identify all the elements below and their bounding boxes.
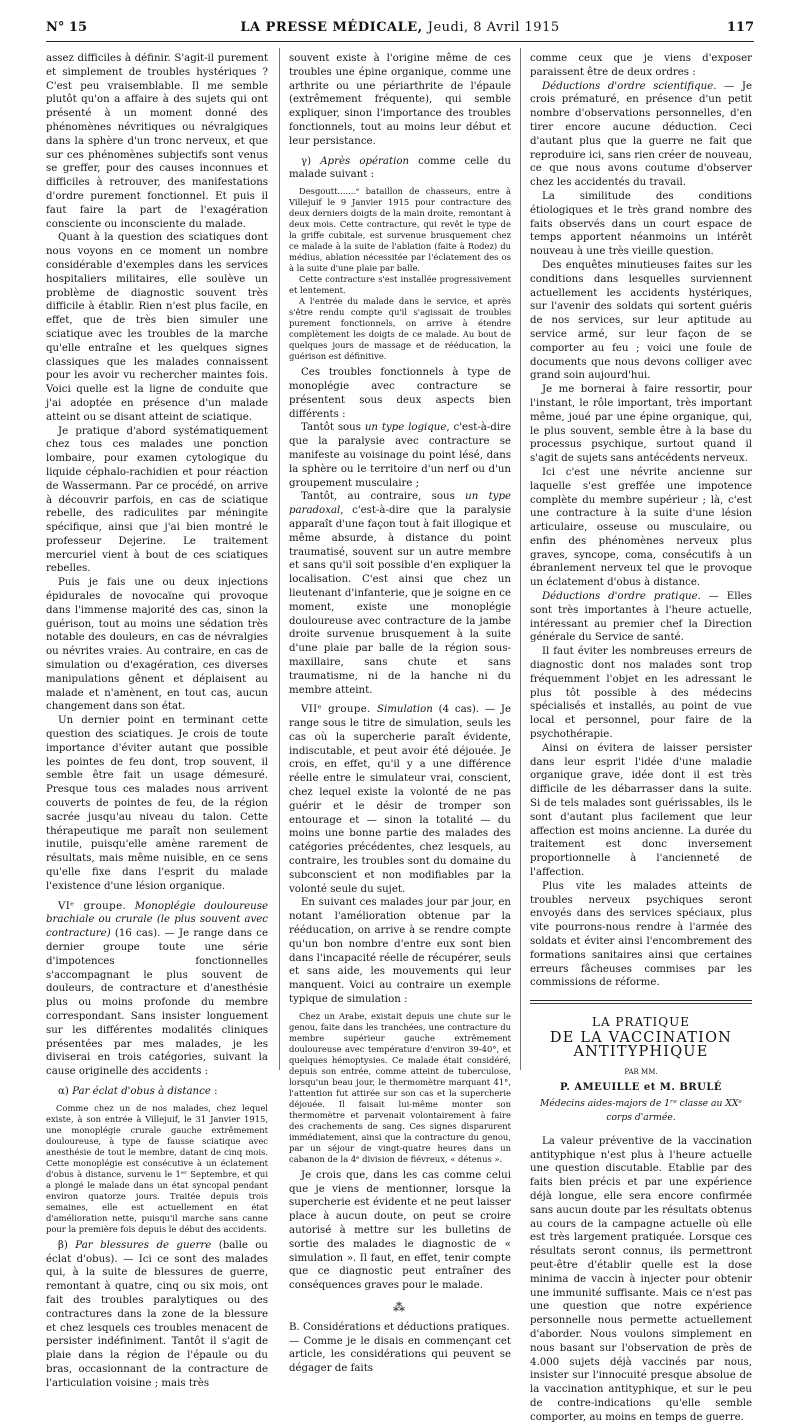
paragraph: Je me bornerai à faire ressortir, pour l'instant, le rôle important, très important même, joué par une épine organique, qui, le plus souvent, semble être à la base du processus psychique, surtout quand il s'agit de sujets sans antécédents nerveux.	[530, 384, 752, 465]
paragraph	[289, 421, 511, 490]
paragraph: Un dernier point en terminant cette question des sciatiques. Je crois de toute importance d'éviter autant que possible les pointes de feu dont, trop souvent, il semble être fait un usage démesuré. Presque tous ces malades nous arrivent couverts de pointes de feu, de la région sacrée jusqu'au niveau du talon. Cette thérapeutique me paraît non seulement inutile, puisqu'elle amène rarement de résultats, mais même nuisible, en ce sens qu'elle fixe dans l'esprit du malade l'existence d'une lésion organique.	[46, 715, 268, 892]
group-label: VIIᵉ groupe.	[301, 704, 378, 716]
case-note	[289, 186, 511, 362]
text-run: . — Je crois prématuré, en présence d'un petit nombre d'observations personnelles, d'en tirer encore aucune déduction. Ceci d'autant plus que la guerre ne fait que reproduire ici, sans rien créer de nouveau, ce que nous avons coutume d'observer chez les accidentés du travail.	[530, 80, 752, 189]
paragraph	[530, 80, 752, 190]
paragraph: Ainsi on évitera de laisser persister dans leur esprit l'idée d'une maladie organique grave, idée dont il est très difficile de les débarrasser dans la suite. Si de tels malades sont guérissables, ils le sont d'autant plus facilement que leur affection est moins ancienne. La durée du traitement est donc inversement proportionnelle à l'ancienneté de l'affection.	[530, 742, 752, 879]
section-asterism: ⁂	[393, 1300, 407, 1314]
text-run: . — Elles sont très importantes à l'heure actuelle, intéressant au premier chef la Direction générale du Service de santé.	[530, 591, 752, 644]
text-run: Tantôt sous	[301, 422, 365, 434]
italic-term: Déductions d'ordre scientifique	[542, 80, 714, 92]
article-kicker: LA PRATIQUE	[591, 1015, 691, 1030]
italic-term: un type paradoxal	[289, 491, 511, 517]
text-run: , c'est-à-dire que la paralysie apparaît d'une façon tout à fait illogique et même absurde, à distance du point traumatisé, souvent sur un autre membre et sans qu'il soit possible d'en expliquer la localisation. C'est ainsi que chez un lieutenant d'infanterie, que je soigne en ce moment, existe une monoplégie douloureuse avec contracture de la jambe droite survenue brusquement à la suite d'une plaie par balle de la région sous-maxillaire, sans chute et sans traumatisme, ni de la hanche ni du membre atteint.	[289, 505, 511, 696]
case-note-text: A l'entrée du malade dans le service, et après s'être rendu compte qu'il s'agissait de troubles purement fonctionnels, on arrive à étendre complètement les doigts de ce malade. Au bout de quelques jours de massage et de rééducation, la guérison est définitive.	[289, 296, 511, 362]
column-2	[289, 52, 511, 1376]
paragraph: Quant à la question des sciatiques dont nous voyons en ce moment un nombre considérable d'exemples dans les services hospitaliers militaires, elle soulève un problème de diagnostic souvent très difficile à établir. Rien n'est plus facile, en effet, que de très bien simuler une sciatique avec les troubles de la marche qu'elle entraîne et les quelques signes classiques que les malades connaissent pour les avoir vu rechercher maintes fois. Voici quelle est la ligne de conduite que j'ai adoptée en présence d'un malade atteint ou se disant atteint de sciatique.	[46, 232, 268, 423]
group-text: (4 cas). — Je range sous le titre de simulation, seuls les cas où la supercherie paraît évidente, indiscutable, et peut avoir été déjouée. Je crois, en effet, qu'il y a une différence réelle entre le simulateur vrai, conscient, chez lequel existe la volonté de ne pas guérir et le désir de tromper son entourage et — sinon la totalité — du moins une bonne partie des malades des catégories précédentes, chez lesquels, au contraire, les troubles sont du domaine du subconscient et non modifiables par la volonté seule du sujet.	[289, 704, 511, 895]
paragraph: Je crois que, dans les cas comme celui que je viens de mentionner, lorsque la supercherie est évidente et ne peut laisser place à aucun doute, on peut se croire autorisé à mettre sur les bulletins de sortie des malades le diagnostic de « simulation ». Il faut, en effet, tenir compte que ce diagnostic peut entraîner des conséquences graves pour le malade.	[289, 1169, 511, 1292]
issue-number: N° 15	[46, 20, 87, 35]
paragraph: Plus vite les malades atteints de troubles nerveux psychiques seront envoyés dans des services spéciaux, plus vite pourrons-nous rendre à l'armée des soldats et éviter ainsi l'encombrement des formations sanitaires ainsi que certaines erreurs fâcheuses commises par les commissions de réforme.	[530, 880, 752, 989]
paragraph: — Comme je le disais en commençant cet article, les considérations qui peuvent se dégager de faits	[289, 1335, 511, 1375]
paragraph: La valeur préventive de la vaccination antityphique n'est plus à l'heure actuelle une question discutable. Etablie par des faits bien précis et par une expérience déjà longue, elle sera encore confirmée sans aucun doute par les résultats obtenus au cours de la campagne actuelle où elle est très largement pratiquée. Lorsque ces résultats seront connus, ils permettront peut-être d'établir quelle est la dose minima de vaccin à injecter pour obtenir une immunité suffisante. Mais ce n'est pas une question que notre expérience personnelle nous permette actuellement d'aborder. Nous voulons simplement en nous basant sur l'observation de près de 4.000 sujets déjà vaccinés par nous, insister sur l'innocuité presque absolue de la vaccination antityphique, et sur le peu de contre-indications qu'elle semble comporter, au moins en temps de guerre.	[530, 1135, 752, 1423]
italic-term: Déductions d'ordre pratique	[542, 591, 698, 603]
text-run: Tantôt, au contraire, sous	[301, 491, 466, 503]
subsection-title: Par blessures de guerre	[75, 1239, 212, 1251]
subsection-title: Par éclat d'obus à distance	[72, 1085, 211, 1097]
section-heading: B. Considérations et déductions pratiques.	[289, 1321, 510, 1333]
subsection-text: :	[210, 1085, 218, 1097]
case-note	[46, 1103, 268, 1235]
paragraph	[289, 490, 511, 697]
page-header	[46, 16, 754, 38]
page-folio: 117	[726, 20, 754, 35]
group-vii-paragraph	[289, 703, 511, 896]
author-affiliation: Médecins aides-majors de 1ʳᵉ classe au XXᵉ corps d'armée.	[539, 1098, 742, 1123]
column-1	[46, 52, 268, 1391]
subsection-text: comme celle du malade suivant :	[289, 155, 511, 181]
paragraph	[530, 590, 752, 645]
subsection-alpha	[46, 1085, 268, 1099]
paragraph: Puis je fais une ou deux injections épidurales de novocaïne qui provoque dans l'immense majorité des cas, sinon la guérison, tout au moins une sédation très notable des douleurs, en cas de névralgies ou névrites vraies. Au contraire, en cas de simulation ou d'exagération, ces diverses manipulations gênent et déplaisent au malade et n'amènent, en tout cas, aucun changement dans son état.	[46, 577, 268, 713]
article-title: DE LA VACCINATION ANTITYPHIQUE	[549, 1029, 733, 1060]
case-note-text: Chez un Arabe, existait depuis une chute sur le genou, faite dans les tranchées, une contracture du membre supérieur gauche extrêmement douloureuse avec température d'environ 39-40°, et quelques hémoptysies. Ce malade était considéré, depuis son entrée, comme atteint de tuberculose, lorsqu'un beau jour, le thermomètre marquant 41°, l'attention fut attirée sur son cas et la supercherie déjouée. Il faisait lui-même monter son thermomètre et parvenait volontairement à faire des crachements de sang. Ces signes disparurent immédiatement, ainsi que la contracture du genou, par un séjour de vingt-quatre heures dans un cabanon de la 4ᵉ division de fiévreux, « détenus ».	[289, 1010, 511, 1164]
paragraph: La similitude des conditions étiologiques et le très grand nombre des faits observés dans un court espace de temps apportent néanmoins un intérêt nouveau à une très vieille question.	[530, 190, 752, 258]
group-text: (16 cas). — Je range dans ce dernier groupe toute une série d'impotences fonctionnelles s'accompagnant le plus souvent de douleurs, de contracture et d'anesthésie plus ou moins profonde du membre correspondant. Sans insister longuement sur les différentes modalités cliniques présentées par mes malades, je les diviserai en trois catégories, suivant la cause originelle des accidents :	[46, 928, 268, 1078]
subsection-gamma	[289, 155, 511, 183]
paragraph: En suivant ces malades jour par jour, en notant l'amélioration obtenue par la rééducation, on arrive à se rendre compte qu'un bon nombre d'entre eux sont bien dans l'incapacité réelle de récupérer, seuls et sans aide, les mouvements qui leur manquent. Voici au contraire un exemple typique de simulation :	[289, 897, 511, 1006]
article-separator-thin	[530, 1003, 752, 1004]
paragraph: souvent existe à l'origine même de ces troubles une épine organique, comme une arthrite ou une périarthrite de l'épaule (extrêmement fréquente), qui semble expliquer, sinon l'importance des troubles fonctionnels, tout au moins leur début et leur persistance.	[289, 53, 511, 147]
group-title: Simulation	[377, 704, 433, 716]
paragraph: comme ceux que je viens d'exposer paraissent être de deux ordres :	[530, 53, 752, 78]
column-3	[530, 52, 752, 1425]
subsection-beta	[46, 1239, 268, 1391]
group-vi-paragraph	[46, 900, 268, 1079]
journal-title: LA PRESSE MÉDICALE,	[240, 20, 423, 35]
paragraph: Je pratique d'abord systématiquement chez tous ces malades une ponction lombaire, pour examen cytologique du liquide céphalo-rachidien et pour réaction de Wassermann. Par ce procédé, on arrive à découvrir parfois, en cas de sciatique rebelle, des radiculites par méningite spécifique, ainsi que j'ai bien montré le professeur Dejerine. Le traitement mercuriel vient à bout de ces sciatiques rebelles.	[46, 425, 268, 575]
column-divider-1	[279, 48, 280, 1070]
masthead	[46, 20, 754, 35]
subsection-letter: α)	[58, 1085, 73, 1097]
article-authors: P. AMEUILLE et M. BRULÉ	[560, 1082, 722, 1094]
paragraph: Ici c'est une névrite ancienne sur laquelle s'est greffée une impotence complète du membre supérieur ; là, c'est une contracture à la suite d'une lésion articulaire, osseuse ou musculaire, ou enfin des phénomènes nerveux plus graves, syncope, coma, consécutifs à un ébranlement nerveux tel que le provoque un éclatement d'obus à distance.	[530, 466, 752, 589]
case-note	[289, 1011, 511, 1165]
article-separator	[530, 1000, 752, 1001]
column-divider-2	[520, 48, 521, 1070]
case-note-text: Desgoutt.......ᵉ bataillon de chasseurs, entre à Villejuif le 9 Janvier 1915 pour contracture des deux derniers doigts de la main droite, remontant à deux mois. Cette contracture, qui revêt le type de la griffe cubitale, est survenue brusquement chez ce malade à la suite de l'ablation (faite à Rodez) du médius, ablation nécessitée par l'éclatement des os à la suite d'une plaie par balle.	[289, 186, 511, 274]
italic-term: un type logique	[364, 422, 447, 434]
paragraph: Ces troubles fonctionnels à type de monoplégie avec contracture se présentent sous deux aspects bien différents :	[289, 367, 511, 420]
text-run: , c'est-à-dire que la paralysie avec contracture se manifeste au voisinage du point lésé, dans la sphère ou le territoire d'un nerf ou d'un groupement musculaire ;	[289, 422, 511, 489]
group-title: Monoplégie douloureuse brachiale ou crurale (le plus souvent avec contracture)	[46, 900, 268, 940]
byline-par: PAR MM.	[624, 1067, 658, 1076]
paragraph: Des enquêtes minutieuses faites sur les conditions dans lesquelles surviennent actuellement les accidents hystériques, sur l'avenir des soldats qui sortent guéris de nos services, sur leur aptitude au service armé, sur leur façon de se comporter au feu ; voici une foule de documents que nous devons colliger avec grand soin aujourd'hui.	[530, 259, 752, 382]
paragraph: Il faut éviter les nombreuses erreurs de diagnostic dont nos malades sont trop fréquemment l'objet en les adressant le plus tôt possible à des médecins spécialisés et installés, au point de vue local et personnel, pour faire de la psychothérapie.	[530, 646, 752, 741]
subsection-letter: β)	[58, 1239, 76, 1251]
paragraph: assez difficiles à définir. S'agit-il purement et simplement de troubles hystériques ? C'est peu vraisemblable. Il me semble plutôt qu'on a affaire à des sujets qui ont présenté à un moment donné des phénomènes névritiques ou névralgiques dans la sphère d'un tronc nerveux, et que sur ces phénomènes subjectifs sont venus se greffer, pour des causes inconnues et difficiles à retrouver, des manifestations d'ordre purement fonctionnel. Et puis il faut faire la part de l'exagération consciente ou inconsciente du malade.	[46, 53, 268, 230]
group-label: VIᵉ groupe.	[58, 900, 127, 912]
subsection-letter: γ)	[301, 155, 321, 167]
subsection-title: Après opération	[320, 155, 410, 167]
case-note-text: Comme chez un de nos malades, chez lequel existe, à son entrée à Villejuif, le 31 Janvier 1915, une monoplégie crurale gauche extrêmement douloureuse, à type de fausse sciatique avec anesthésie de tout le membre, datant de cinq mois. Cette monoplégie est consécutive à un éclatement d'obus à distance, survenu le 1ᵉʳ Septembre, et qui a plongé le malade dans un état syncopal pendant environ quatorze jours. Traitée depuis trois semaines, elle est actuellement en état d'amélioration nette, puisqu'il marche sans canne pour la première fois depuis le début des accidents.	[46, 1102, 268, 1234]
issue-date: Jeudi, 8 Avril 1915	[427, 20, 560, 35]
case-note-text: Cette contracture s'est installée progressivement et lentement.	[289, 274, 511, 296]
subsection-text: (balle ou éclat d'obus). — Ici ce sont des malades qui, à la suite de blessures de guerre, remontant à quatre, cinq ou six mois, ont fait des troubles paralytiques ou des contractures dans la zone de la blessure et chez lesquels ces troubles menacent de persister indéfiniment. Tantôt il s'agit de plaie dans la région de l'épaule ou du bras, occasionnant de la contracture de l'articulation voisine ; mais très	[46, 1239, 268, 1389]
header-rule	[46, 41, 754, 42]
